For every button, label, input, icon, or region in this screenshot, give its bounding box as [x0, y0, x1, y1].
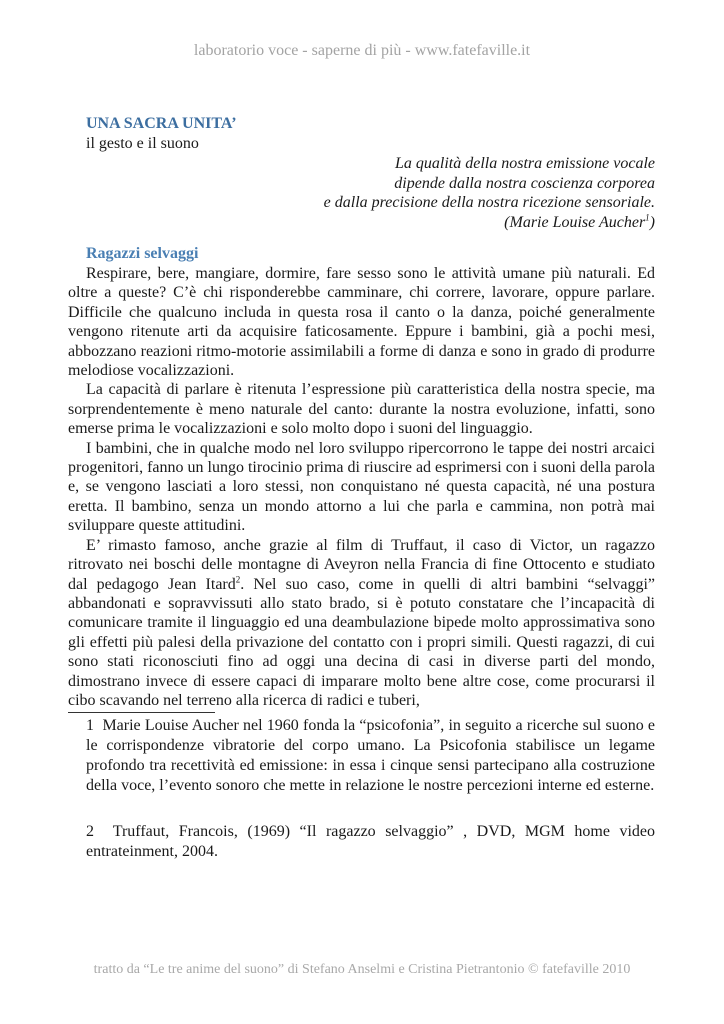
section-body [68, 264, 655, 710]
paragraph-3: I bambini, che in qualche modo nel loro sviluppo ripercorrono le tappe dei nostri arcaici progenitori, fanno un lungo tirocinio prima di riuscire ad esprimersi con i suoni della parola e, se vengono lasciati a loro stessi, non conquistano né questa capacità, né una postura eretta. Il bambino, senza un mondo attorno a lui che parla e cammina, non potrà mai sviluppare queste attitudini. [68, 439, 655, 535]
footnote-2-number: 2 [86, 823, 94, 841]
quote-close: ) [649, 213, 655, 231]
paragraph-4-part-b: . Nel suo caso, come in quelli di altri bambini “selvaggi” abbandonati e sopravvissuti allo stato brado, si è potuto constatare che l’incapacità di comunicare tramite il linguaggio ed una deambulazione bipede molto approssimativa sono gli effetti più palesi della privazione del contatto con i propri simili. Questi ragazzi, di cui sono stati riconosciuti fino ad oggi una decina di casi in diverse parti del mondo, dimostrano invece di essere capaci di imparare molto bene altre cose, come procurarsi il cibo scavando nel terreno alla ricerca di radici e tuberi, [68, 575, 655, 709]
quote-line-2: dipende dalla nostra coscienza corporea [394, 174, 655, 192]
footnote-divider [68, 712, 215, 713]
footnote-1-number: 1 [86, 717, 94, 735]
footnote-2-text: Truffaut, Francois, (1969) “Il ragazzo selvaggio” , DVD, MGM home video entrateinment, 2004. [86, 823, 655, 861]
paragraph-2: La capacità di parlare è ritenuta l’espressione più caratteristica della nostra specie, ma sorprendentemente è meno naturale del canto: durante la nostra evoluzione, infatti, sono emerse prima le vocalizzazioni e solo molto dopo i suoni del linguaggio. [68, 381, 655, 438]
footnote-2 [68, 822, 655, 862]
footnote-ref-2: 2 [235, 574, 241, 585]
quote-author-name: (Marie Louise Aucher [504, 213, 646, 231]
document-title: UNA SACRA UNITA’ [86, 115, 237, 132]
quote-author [68, 213, 655, 233]
document-body [68, 114, 655, 862]
footnote-1-text: Marie Louise Aucher nel 1960 fonda la “psicofonia”, in seguito a ricerche sul suono e le corrispondenze vibratorie del corpo umano. La Psicofonia stabilisce un legame profondo tra recettività ed emissione: in essa i cinque sensi partecipano alla costruzione della voce, l’evento sonoro che mette in relazione le nostre percezioni interne ed esterne. [86, 717, 656, 795]
paragraph-4 [68, 536, 655, 711]
section-title: Ragazzi selvaggi [86, 245, 199, 262]
quote-line-3: e dalla precisione della nostra ricezione sensoriale. [323, 194, 655, 211]
epigraph-quote [68, 154, 655, 232]
footnote-ref-1: 1 [645, 212, 650, 223]
footnote-1 [68, 716, 655, 796]
paragraph-1: Respirare, bere, mangiare, dormire, fare sesso sono le attività umane più naturali. Ed oltre a queste? C’è chi risponderebbe camminare, chi correre, lavorare, oppure parlare. Difficile che qualcuno includa in questa rosa il canto o la danza, poiché generalmente vengono ritenute arti da acquisire faticosamente. Eppure i bambini, già a pochi mesi, abbozzano reazioni ritmo-motorie assimilabili a forme di danza e sono in grado di produrre melodiose vocalizzazioni. [68, 265, 655, 380]
paragraph-4-part-a: E’ rimasto famoso, anche grazie al film di Truffaut, il caso di Victor, un ragazzo ritrovato nei boschi delle montagne di Aveyron nella Francia di fine Ottocento e studiato dal pedagogo Jean Itard [68, 536, 655, 593]
page-footer: tratto da “Le tre anime del suono” di Stefano Anselmi e Cristina Pietrantonio © fatefaville 2010 [93, 962, 631, 977]
quote-line-1: La qualità della nostra emissione vocale [395, 155, 655, 172]
document-subtitle: il gesto e il suono [86, 135, 199, 152]
page-header: laboratorio voce - saperne di più - www.fatefaville.it [193, 42, 531, 59]
